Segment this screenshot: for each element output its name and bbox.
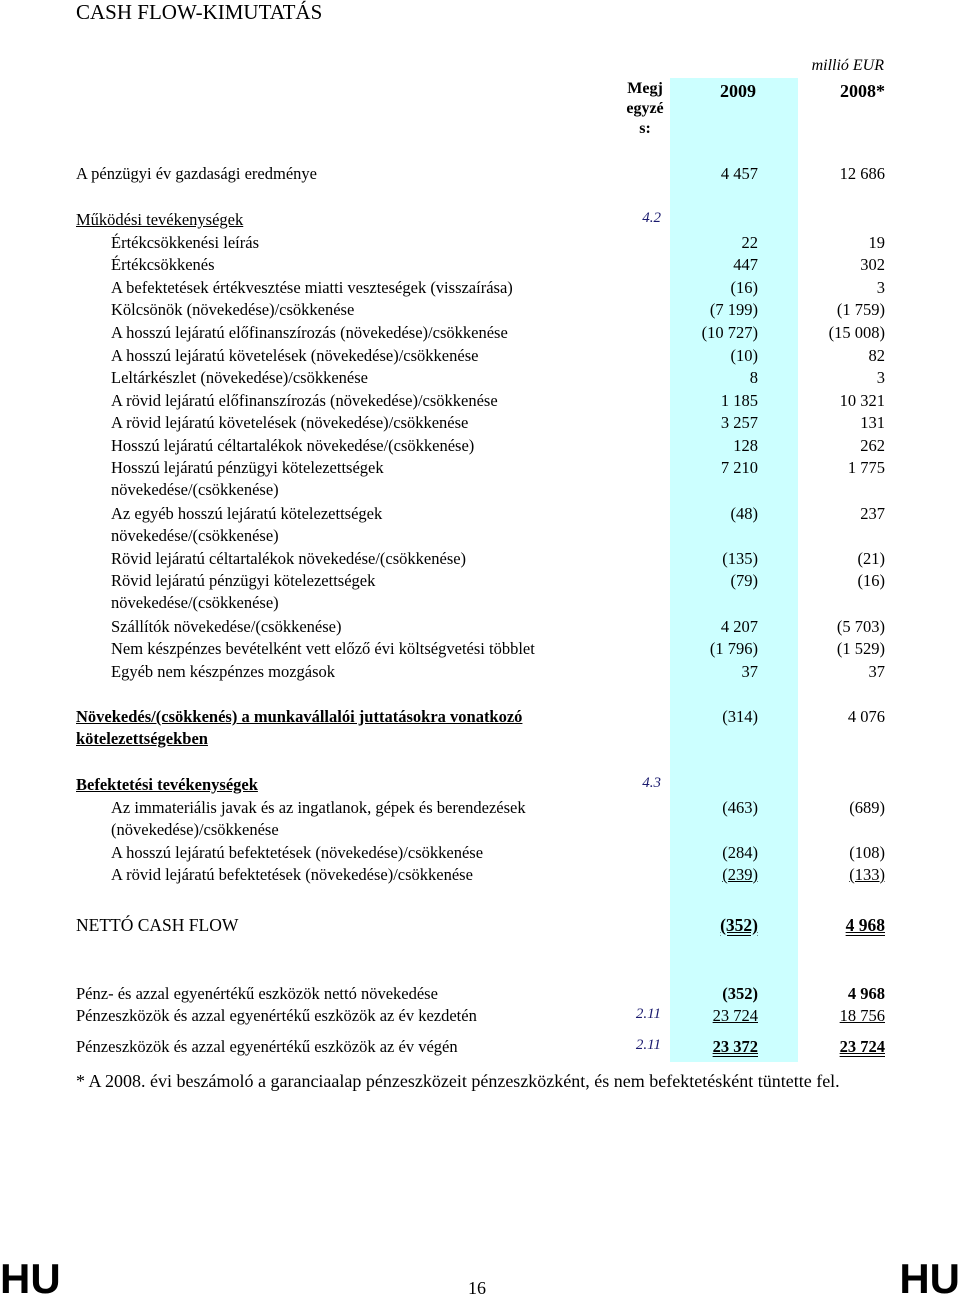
value-2008: 23 724 [839, 1037, 885, 1056]
value-2008: 3 [876, 368, 885, 387]
value-2009: (1 796) [709, 639, 758, 658]
value-2009: (7 199) [709, 300, 758, 319]
row-label: Rövid lejáratú céltartalékok növekedése/(csökkenése) [111, 549, 467, 568]
row-label: A befektetések értékvesztése miatti veszteségek (visszaírása) [111, 278, 513, 297]
table-row [0, 503, 960, 545]
table-row [0, 616, 960, 638]
value-2008: (689) [849, 798, 885, 817]
net-cash-flow-row [0, 914, 960, 936]
value-2008: 3 [876, 278, 885, 297]
value-2008: 262 [860, 436, 885, 455]
table-row-employee-benefits [0, 706, 960, 748]
row-label: NETTÓ CASH FLOW [76, 915, 239, 935]
table-row [0, 412, 960, 434]
value-2009: (16) [730, 278, 758, 297]
value-2008: (133) [849, 865, 885, 884]
note-ref: 2.11 [635, 1006, 661, 1022]
row-label: A hosszú lejáratú előfinanszírozás (növekedése)/csökkenése [111, 323, 508, 342]
value-2009: (135) [722, 549, 758, 568]
value-2009: (352) [720, 915, 758, 935]
year-2009-header: 2009 [720, 81, 756, 101]
value-2008: (1 759) [836, 300, 885, 319]
value-2009: (10 727) [701, 323, 758, 342]
value-2008: (21) [857, 549, 885, 568]
currency-unit: millió EUR [811, 57, 884, 74]
value-2009: 447 [733, 255, 758, 274]
table-row [0, 345, 960, 367]
table-row [0, 864, 960, 886]
row-label: Hosszú lejáratú pénzügyi kötelezettségek [111, 458, 384, 477]
value-2008: 18 756 [839, 1006, 885, 1025]
value-2008: (16) [857, 571, 885, 590]
table-row [0, 232, 960, 254]
row-label: Nem készpénzes bevételként vett előző évi költségvetési többlet [111, 639, 535, 658]
footer-language-code-left: HU [0, 1255, 61, 1302]
table-row [0, 797, 960, 839]
value-2008: 10 321 [839, 391, 885, 410]
table-row [0, 457, 960, 499]
value-2008: 4 968 [845, 915, 885, 935]
table-row [0, 661, 960, 683]
row-label: Értékcsökkenés [111, 255, 215, 274]
year-2008-header: 2008* [840, 81, 885, 101]
footnote: * A 2008. évi beszámoló a garanciaalap pénzeszközeit pénzeszközként, és nem befektetésként tüntette fel. [76, 1071, 840, 1091]
table-row [0, 570, 960, 612]
row-label: Hosszú lejáratú céltartalékok növekedése/(csökkenése) [111, 436, 475, 455]
row-label: A hosszú lejáratú követelések (növekedése)/csökkenése [111, 346, 479, 365]
table-row [0, 435, 960, 457]
row-label: A hosszú lejáratú befektetések (növekedése)/csökkenése [111, 843, 484, 862]
value-2008: 131 [860, 413, 885, 432]
table-row [0, 1005, 960, 1027]
table-row [0, 842, 960, 864]
row-label: Rövid lejáratú pénzügyi kötelezettségek [111, 571, 376, 590]
row-label: Pénzeszközök és azzal egyenértékű eszközök az év végén [76, 1037, 458, 1056]
row-label-continued: növekedése/(csökkenése) [111, 526, 279, 545]
table-row [0, 299, 960, 321]
value-2008: 4 968 [847, 984, 885, 1003]
row-label: Kölcsönök (növekedése)/csökkenése [111, 300, 355, 319]
row-label: A rövid lejáratú előfinanszírozás (növekedése)/csökkenése [111, 391, 498, 410]
table-row [0, 1036, 960, 1058]
row-label-continued: növekedése/(csökkenése) [111, 593, 279, 612]
table-row [0, 367, 960, 389]
row-label: Pénz- és azzal egyenértékű eszközök nettó növekedése [76, 984, 438, 1003]
row-label: A pénzügyi év gazdasági eredménye [76, 164, 317, 183]
value-2009: (352) [722, 984, 758, 1003]
value-2009: 7 210 [720, 458, 758, 477]
row-label: Befektetési tevékenységek [76, 775, 258, 794]
value-2009: (48) [730, 504, 758, 523]
value-2008: (5 703) [836, 617, 885, 636]
table-row [0, 638, 960, 660]
table-row [0, 548, 960, 570]
value-2008: 4 076 [847, 707, 885, 726]
value-2009: (79) [730, 571, 758, 590]
value-2008: 302 [860, 255, 885, 274]
value-2009: 22 [741, 233, 758, 252]
row-label-continued: (növekedése)/csökkenése [111, 820, 279, 839]
value-2008: 37 [868, 662, 885, 681]
value-2009: 8 [749, 368, 758, 387]
value-2009: 1 185 [720, 391, 758, 410]
value-2008: (108) [849, 843, 885, 862]
note-ref: 2.11 [635, 1037, 661, 1053]
value-2008: 19 [868, 233, 885, 252]
value-2008: 237 [860, 504, 885, 523]
table-row [0, 983, 960, 1005]
value-2008: 12 686 [839, 164, 885, 183]
value-2009: 128 [733, 436, 758, 455]
value-2009: 23 372 [712, 1037, 758, 1056]
row-label: Egyéb nem készpénzes mozgások [111, 662, 336, 681]
value-2008: 1 775 [847, 458, 885, 477]
row-label: Működési tevékenységek [76, 210, 244, 229]
row-label: Szállítók növekedése/(csökkenése) [111, 617, 342, 636]
row-label: A rövid lejáratú befektetések (növekedése)/csökkenése [111, 865, 473, 884]
section-header-investing [0, 774, 960, 796]
row-label: Az egyéb hosszú lejáratú kötelezettségek [111, 504, 383, 523]
table-row [0, 254, 960, 276]
row-label: Értékcsökkenési leírás [111, 233, 259, 252]
value-2009: 4 207 [720, 617, 758, 636]
value-2009: (463) [722, 798, 758, 817]
note-column-header: Megj egyzé s: [626, 80, 664, 137]
value-2008: 82 [868, 346, 885, 365]
row-label-continued: növekedése/(csökkenése) [111, 480, 279, 499]
value-2009: (284) [722, 843, 758, 862]
table-row [0, 390, 960, 412]
section-header-operating [0, 209, 960, 231]
page-number: 16 [468, 1278, 486, 1298]
row-label: A rövid lejáratú követelések (növekedése)/csökkenése [111, 413, 469, 432]
row-label: Az immateriális javak és az ingatlanok, gépek és berendezések [111, 798, 526, 817]
value-2008: (1 529) [836, 639, 885, 658]
value-2008: (15 008) [828, 323, 885, 342]
row-label: Növekedés/(csökkenés) a munkavállalói juttatásokra vonatkozó [76, 707, 523, 726]
table-row [0, 163, 960, 185]
note-ref: 4.3 [642, 775, 661, 791]
note-ref: 4.2 [642, 210, 661, 226]
value-2009: (10) [730, 346, 758, 365]
footer-language-code-right: HU [899, 1255, 960, 1302]
row-label: Leltárkészlet (növekedése)/csökkenése [111, 368, 368, 387]
value-2009: 3 257 [720, 413, 758, 432]
value-2009: 23 724 [712, 1006, 758, 1025]
table-row [0, 322, 960, 344]
row-label: Pénzeszközök és azzal egyenértékű eszközök az év kezdetén [76, 1006, 477, 1025]
table-row [0, 277, 960, 299]
value-2009: 4 457 [720, 164, 758, 183]
page-title: CASH FLOW-KIMUTATÁS [76, 0, 323, 24]
value-2009: (239) [722, 865, 758, 884]
value-2009: 37 [741, 662, 758, 681]
row-label-continued: kötelezettségekben [76, 729, 208, 748]
value-2009: (314) [722, 707, 758, 726]
